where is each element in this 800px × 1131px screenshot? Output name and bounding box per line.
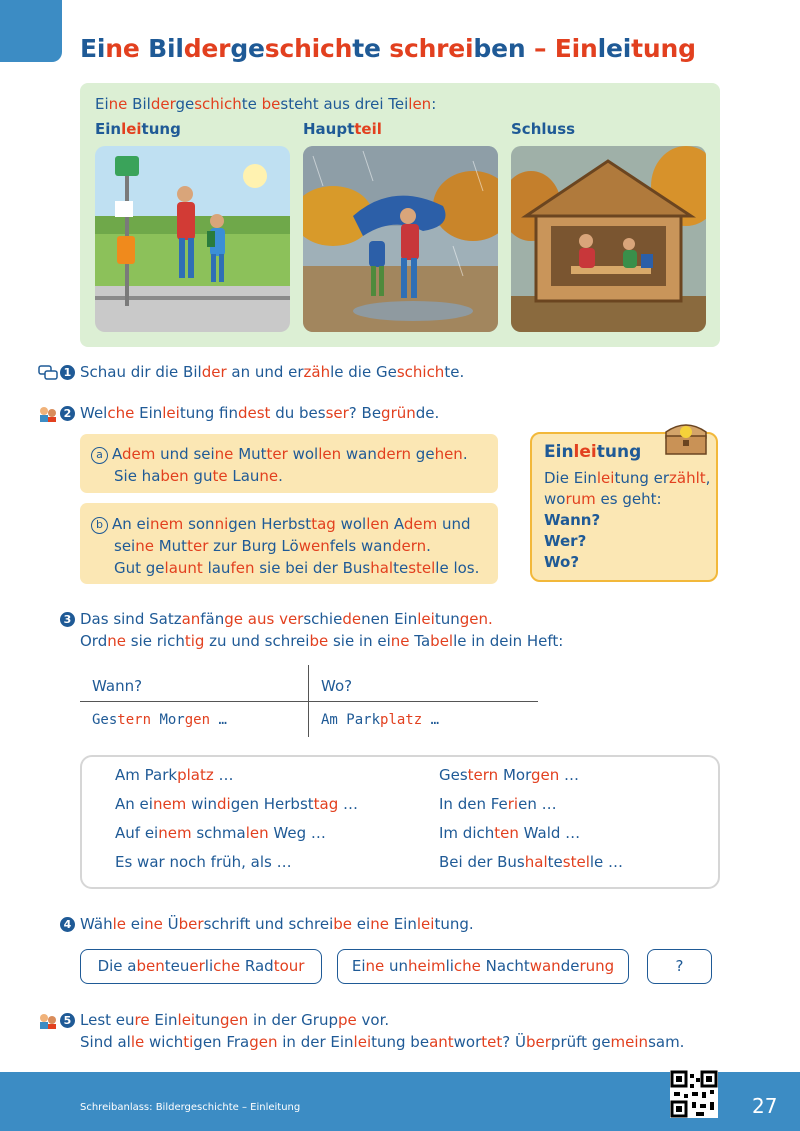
phrase-item [439, 853, 623, 871]
syllable: lei [596, 469, 615, 487]
syllable: Ges [92, 712, 118, 728]
syllable: wo [544, 490, 566, 508]
syllable: gen [220, 1011, 249, 1029]
syllable: di [217, 795, 231, 813]
syllable: ter [266, 445, 288, 463]
task-number: 3 [60, 612, 75, 627]
syllable: le die Ge [330, 363, 397, 381]
syllable: len [408, 95, 432, 113]
syllable: Bil [127, 95, 151, 113]
option-b-line-1 [112, 515, 471, 533]
syllable: de [560, 957, 580, 975]
syllable: ne [259, 467, 279, 485]
syllable: li [204, 957, 214, 975]
syllable: Wald … [518, 824, 581, 842]
syllable: len [245, 824, 269, 842]
syllable: schrift und schrei [203, 915, 334, 933]
label-einleitung [95, 120, 181, 138]
syllable: Ü [162, 915, 179, 933]
syllable: be [333, 915, 353, 933]
syllable: … [213, 766, 234, 784]
task-4-text [80, 915, 474, 933]
syllable: . [426, 537, 431, 555]
syllable: An ei [112, 515, 150, 533]
syllable: te [212, 467, 228, 485]
phrase-item [439, 824, 580, 842]
syllable: Das sind Satz [80, 610, 182, 628]
syllable: Im dich [439, 824, 495, 842]
syllable: le [112, 915, 126, 933]
syllable: lei [417, 610, 435, 628]
syllable: grün [381, 404, 416, 422]
syllable: . [462, 445, 468, 463]
phrase-item [115, 824, 326, 842]
syllable: rung [579, 957, 615, 975]
syllable: ei [125, 915, 145, 933]
syllable: ter [187, 537, 209, 555]
option-a-line-1 [112, 445, 468, 463]
syllable: wol [287, 445, 319, 463]
table-header-wann: Wann? [92, 677, 143, 695]
syllable: ne [107, 632, 126, 650]
task-3-line-1 [80, 610, 493, 628]
task-5 [60, 1009, 684, 1053]
syllable: de [342, 610, 362, 628]
info-box-question-wer: Wer? [544, 532, 587, 550]
syllable: gu [188, 467, 213, 485]
syllable: sie in ei [328, 632, 391, 650]
syllable: fels wan [329, 537, 392, 555]
syllable: tung [141, 120, 181, 138]
syllable: ei [352, 915, 371, 933]
syllable: schich [264, 34, 353, 63]
illustration-shelter-hut [511, 146, 706, 332]
syllable: schrei [380, 34, 474, 63]
table-cell-wo [321, 709, 439, 731]
syllable: ne [144, 915, 163, 933]
syllable: ge [175, 95, 195, 113]
syllable: – Ein [525, 34, 598, 63]
syllable: zäh [303, 363, 331, 381]
syllable: launt [164, 559, 203, 577]
syllable: ne [105, 34, 140, 63]
syllable: te [547, 853, 563, 871]
syllable: mein [610, 1033, 649, 1051]
syllable: rum [565, 490, 596, 508]
syllable: tern [467, 766, 499, 784]
table-cell-wann [92, 709, 227, 731]
task-4 [60, 913, 474, 935]
syllable: … [422, 712, 440, 728]
syllable: es geht: [595, 490, 662, 508]
syllable: hal [370, 559, 394, 577]
syllable: ti [183, 1033, 194, 1051]
syllable: Bei der Bus [439, 853, 525, 871]
syllable: dem [122, 445, 156, 463]
syllable: An ei [115, 795, 153, 813]
phrase-item [439, 766, 579, 784]
syllable: platz [177, 766, 214, 784]
syllable: lei [573, 442, 597, 462]
syllable: wen [298, 537, 330, 555]
syllable: che [213, 957, 241, 975]
syllable: ? Ü [502, 1033, 526, 1051]
syllable: gen Herbst [228, 515, 312, 533]
syllable: stel [408, 559, 436, 577]
syllable: un [384, 957, 409, 975]
info-box-line-1 [544, 468, 710, 489]
syllable: steht aus drei Tei [280, 95, 409, 113]
syllable: tag [311, 515, 336, 533]
syllable: tet [481, 1033, 503, 1051]
syllable: ber [526, 1033, 551, 1051]
group-work-icon [38, 1012, 58, 1030]
syllable: , [705, 469, 711, 487]
syllable: der [150, 95, 176, 113]
syllable: len [318, 445, 342, 463]
task-2-text [80, 404, 439, 422]
picture-intro [95, 95, 436, 113]
syllable: Gut ge [114, 559, 165, 577]
syllable: Sind al [80, 1033, 131, 1051]
syllable: Ta [409, 632, 431, 650]
syllable: ne [135, 537, 154, 555]
syllable: tung. [434, 915, 474, 933]
syllable: nem [152, 795, 187, 813]
syllable: de. [415, 404, 440, 422]
syllable: ne [365, 957, 385, 975]
syllable: le los. [435, 559, 480, 577]
phrase-item [439, 795, 557, 813]
syllable: le in dein Heft: [453, 632, 564, 650]
syllable: Mut [153, 537, 188, 555]
syllable: vor. [356, 1011, 390, 1029]
syllable: nem [158, 824, 192, 842]
syllable: ne [390, 632, 410, 650]
syllable: lau [202, 559, 231, 577]
syllable: Weg … [268, 824, 326, 842]
syllable: der [183, 34, 231, 63]
syllable: pe [338, 1011, 357, 1029]
syllable: schich [194, 95, 242, 113]
syllable: gen [184, 712, 211, 728]
syllable: platz [380, 712, 423, 728]
syllable: Wäh [80, 915, 113, 933]
syllable: wan [341, 445, 377, 463]
syllable: ge aus ver [224, 610, 304, 628]
syllable: zu und schrei [204, 632, 310, 650]
syllable: lei [177, 1011, 196, 1029]
syllable: lei [353, 1033, 372, 1051]
syllable: ben [136, 957, 165, 975]
syllable: schich [396, 363, 445, 381]
syllable: Ei [351, 957, 366, 975]
syllable: re [134, 1011, 150, 1029]
syllable: len [366, 515, 390, 533]
syllable: Ein [134, 404, 163, 422]
syllable: fän [200, 610, 225, 628]
task-3-line-2 [60, 630, 563, 652]
syllable: Ein [544, 442, 574, 462]
task-5-line-1 [80, 1011, 389, 1029]
syllable: Lest eu [80, 1011, 135, 1029]
syllable: fen [230, 559, 255, 577]
table-column-divider [308, 665, 309, 737]
syllable: tung er [614, 469, 670, 487]
option-letter-a: a [91, 447, 108, 464]
syllable: gen Herbst [230, 795, 314, 813]
syllable: sei [114, 537, 136, 555]
syllable: tung fin [179, 404, 238, 422]
syllable: son [183, 515, 215, 533]
syllable: ben [160, 467, 189, 485]
syllable: an und er [226, 363, 304, 381]
syllable: Schluss [511, 120, 576, 138]
syllable: te [393, 559, 409, 577]
syllable: le … [589, 853, 624, 871]
syllable: Die a [97, 957, 137, 975]
syllable: Sie ha [114, 467, 161, 485]
syllable: A [389, 515, 404, 533]
info-box-question-wo: Wo? [544, 553, 580, 571]
syllable: Wel [80, 404, 108, 422]
syllable: ri [507, 795, 519, 813]
task-1 [60, 361, 464, 383]
syllable: ber [178, 915, 204, 933]
syllable: ni [214, 515, 229, 533]
syllable: hal [524, 853, 548, 871]
syllable: … [559, 766, 580, 784]
option-b-line-2 [91, 535, 498, 557]
page-title [80, 34, 696, 63]
syllable: en … [518, 795, 557, 813]
corner-tab [0, 0, 62, 62]
syllable: lei [416, 915, 435, 933]
syllable: ge [411, 445, 435, 463]
syllable: nen Ein [361, 610, 418, 628]
syllable: du bes [270, 404, 326, 422]
syllable: Es war noch früh, als … [115, 853, 292, 871]
syllable: nem [149, 515, 184, 533]
syllable: und [437, 515, 471, 533]
syllable: A [112, 445, 122, 463]
qr-code-icon [670, 1070, 718, 1118]
syllable: Ein [149, 1011, 178, 1029]
task-3 [60, 608, 563, 652]
syllable: te [241, 95, 257, 113]
task-number: 2 [60, 406, 75, 421]
syllable: tern [117, 712, 152, 728]
syllable: teil [354, 120, 382, 138]
syllable: tun [195, 1011, 221, 1029]
syllable: ne [108, 95, 128, 113]
syllable: lei [162, 404, 180, 422]
syllable: dem [403, 515, 438, 533]
syllable: be [309, 632, 329, 650]
syllable: wor [453, 1033, 482, 1051]
syllable: gen. [459, 610, 493, 628]
syllable: te [352, 34, 381, 63]
phrase-item [115, 853, 292, 871]
syllable: Schau dir die Bil [80, 363, 202, 381]
syllable: wol [335, 515, 367, 533]
syllable: Die Ein [544, 469, 597, 487]
syllable: ben [473, 34, 526, 63]
syllable: … [210, 712, 227, 728]
syllable: hen [434, 445, 463, 463]
footer-caption: Schreibanlass: Bildergeschichte – Einleitung [80, 1102, 301, 1113]
task-2 [60, 402, 439, 424]
syllable: heim [408, 957, 446, 975]
syllable: stel [562, 853, 590, 871]
syllable: Ein [95, 120, 122, 138]
syllable: wan [529, 957, 561, 975]
task-5-line-2 [60, 1031, 684, 1053]
task-number: 1 [60, 365, 75, 380]
info-box-heading [544, 442, 641, 462]
syllable: lei [597, 34, 632, 63]
syllable: er [189, 957, 205, 975]
syllable: Ei [80, 34, 106, 63]
task-number: 4 [60, 917, 75, 932]
syllable: sam. [648, 1033, 685, 1051]
table-header-wo: Wo? [321, 677, 353, 695]
syllable: an [181, 610, 201, 628]
label-hauptteil [303, 120, 382, 138]
title-choice-nachtwanderung[interactable] [337, 949, 629, 984]
syllable: gen [531, 766, 560, 784]
syllable: In den Fe [439, 795, 508, 813]
syllable: Ein [388, 915, 417, 933]
treasure-chest-icon [662, 418, 710, 456]
syllable: Ei [95, 95, 109, 113]
info-box-question-wann: Wann? [544, 511, 601, 529]
syllable: schma [191, 824, 246, 842]
syllable: tig [184, 632, 205, 650]
syllable: tung [631, 34, 696, 63]
syllable: gen [249, 1033, 278, 1051]
option-b[interactable] [80, 503, 498, 584]
syllable: in der Ein [277, 1033, 354, 1051]
syllable: be [256, 95, 281, 113]
syllable: le [130, 1033, 145, 1051]
syllable: che [107, 404, 135, 422]
syllable: wich [144, 1033, 184, 1051]
syllable: tour [273, 957, 305, 975]
syllable: . [278, 467, 283, 485]
syllable: prüft ge [550, 1033, 611, 1051]
page-number: 27 [752, 1094, 778, 1118]
syllable: ? Be [348, 404, 382, 422]
syllable: win [186, 795, 218, 813]
info-box-line-2 [544, 489, 710, 510]
syllable: ant [429, 1033, 454, 1051]
syllable: Haupt [303, 120, 355, 138]
title-choice-radtour[interactable] [80, 949, 322, 984]
syllable: ge [230, 34, 265, 63]
syllable: der [201, 363, 227, 381]
syllable: ne [370, 915, 389, 933]
option-a[interactable] [80, 434, 498, 493]
syllable: Ges [439, 766, 468, 784]
syllable: teu [164, 957, 190, 975]
syllable: : [431, 95, 437, 113]
syllable: ser [325, 404, 349, 422]
syllable: lei [121, 120, 142, 138]
syllable: und sei [155, 445, 215, 463]
syllable: Auf ei [115, 824, 159, 842]
option-a-line-2 [91, 465, 498, 487]
task-number: 5 [60, 1013, 75, 1028]
illustration-storm [303, 146, 498, 332]
phrase-item [115, 766, 233, 784]
syllable: dern [391, 537, 427, 555]
syllable: Ord [80, 632, 108, 650]
option-letter-b: b [91, 517, 108, 534]
syllable: Rad [240, 957, 274, 975]
syllable: tun [434, 610, 460, 628]
syllable: ne [214, 445, 234, 463]
title-choice-own[interactable]: ? [647, 949, 712, 984]
syllable: schie [303, 610, 343, 628]
syllable: zählt [669, 469, 706, 487]
label-schluss [511, 120, 575, 138]
syllable: che [453, 957, 481, 975]
syllable: Nacht [480, 957, 530, 975]
phrase-item [115, 795, 358, 813]
syllable: dest [237, 404, 271, 422]
syllable: tung be [371, 1033, 430, 1051]
syllable: ten [494, 824, 519, 842]
task-1-text [80, 363, 464, 381]
syllable: tung [596, 442, 642, 462]
syllable: sie rich [125, 632, 185, 650]
illustration-walk-bus-stop [95, 146, 290, 332]
syllable: dern [376, 445, 412, 463]
syllable: Bil [139, 34, 184, 63]
syllable: gen Fra [193, 1033, 250, 1051]
syllable: Am Park [321, 712, 381, 728]
partner-work-icon [38, 405, 58, 423]
syllable: li [445, 957, 454, 975]
syllable: te. [444, 363, 465, 381]
syllable: zur Burg Lö [208, 537, 299, 555]
syllable: Am Park [115, 766, 178, 784]
syllable: in der Grup [248, 1011, 338, 1029]
qr-code[interactable] [670, 1070, 718, 1118]
syllable: tag [313, 795, 339, 813]
syllable: … [338, 795, 359, 813]
syllable: sie bei der Bus [254, 559, 371, 577]
syllable: Mor [498, 766, 531, 784]
speech-bubbles-icon [38, 364, 58, 382]
option-b-line-3 [91, 557, 498, 579]
table-divider [80, 701, 538, 702]
syllable: Mut [233, 445, 267, 463]
syllable: Mor [151, 712, 185, 728]
syllable: Lau [227, 467, 260, 485]
syllable: bel [430, 632, 454, 650]
